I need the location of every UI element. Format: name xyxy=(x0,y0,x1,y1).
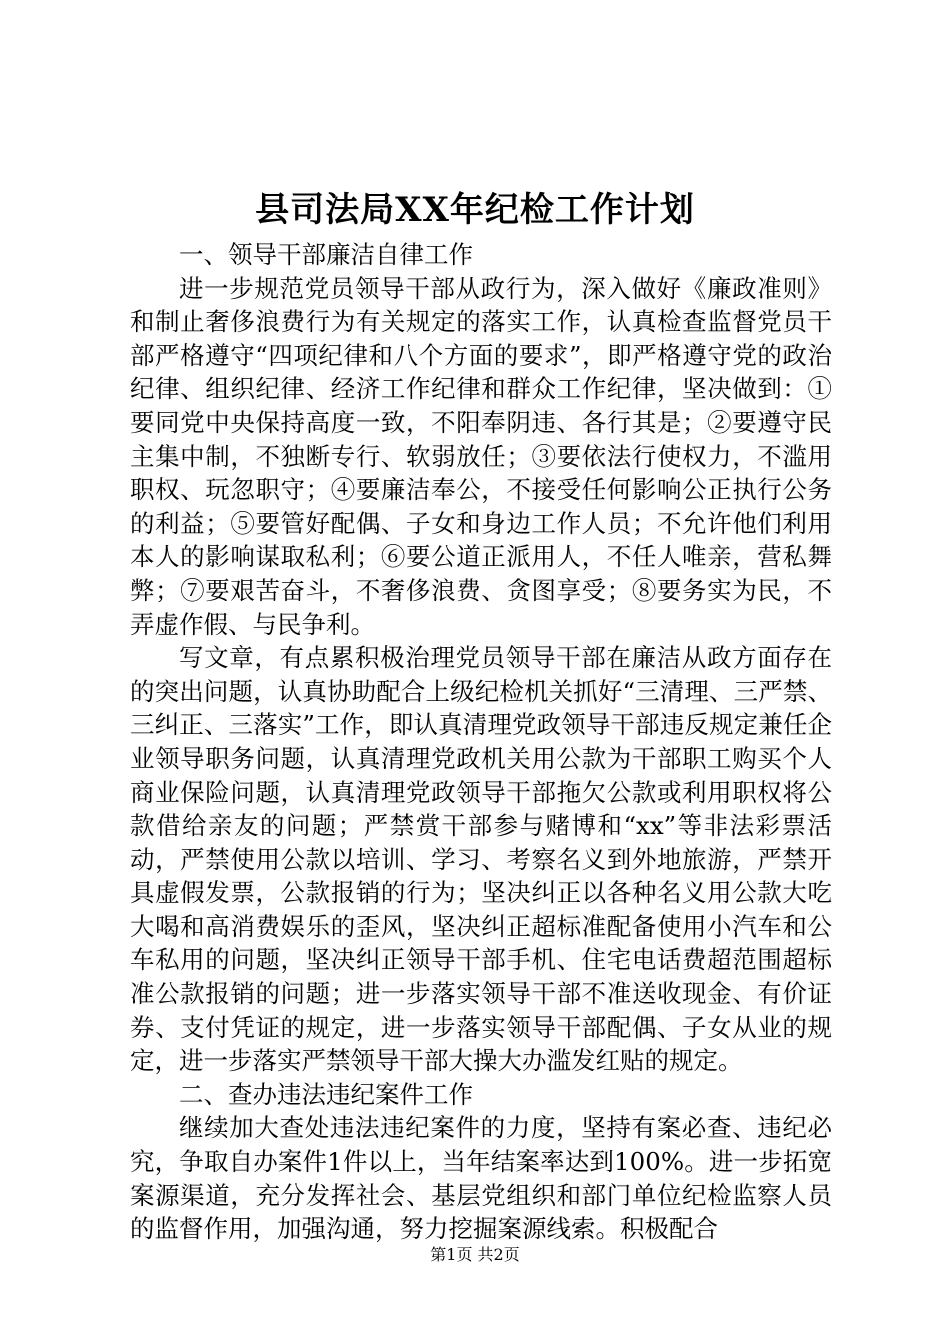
paragraph-3: 继续加大查处违法违纪案件的力度，坚持有案必查、违纪必究，争取自办案件1件以上，当年结案率达到100%。进一步拓宽案源渠道，充分发挥社会、基层党组织和部门单位纪检监察人员的监督作用，加强沟通，努力挖掘案源线索。积极配合 xyxy=(130,1113,832,1244)
page-footer: 第1页 共2页 xyxy=(430,1245,520,1264)
section-heading-1: 一、领导干部廉洁自律工作 xyxy=(179,240,473,269)
section-heading-2: 二、查办违法违纪案件工作 xyxy=(179,1079,473,1109)
document-body xyxy=(130,238,832,1246)
paragraph-1: 进一步规范党员领导干部从政行为，深入做好《廉政准则》和制止奢侈浪费行为有关规定的落实工作，认真检查监督党员干部严格遵守“四项纪律和八个方面的要求”，即严格遵守党的政治纪律、组织纪律、经济工作纪律和群众工作纪律，坚决做到：①要同党中央保持高度一致，不阳奉阴违、各行其是；②要遵守民主集中制，不独断专行、软弱放任；③要依法行使权力，不滥用职权、玩忽职守；④要廉洁奉公，不接受任何影响公正执行公务的利益；⑤要管好配偶、子女和身边工作人员；不允许他们利用本人的影响谋取私利；⑥要公道正派用人，不任人唯亲，营私舞弊；⑦要艰苦奋斗，不奢侈浪费、贪图享受；⑧要务实为民，不弄虚作假、与民争利。 xyxy=(130,273,832,639)
paragraph-2: 写文章，有点累积极治理党员领导干部在廉洁从政方面存在的突出问题，认真协助配合上级纪检机关抓好“三清理、三严禁、三纠正、三落实”工作，即认真清理党政领导干部违反规定兼任企业领导职务问题，认真清理党政机关用公款为干部职工购买个人商业保险问题，认真清理党政领导干部拖欠公款或利用职权将公款借给亲友的问题；严禁赏干部参与赌博和“xx”等非法彩票活动，严禁使用公款以培训、学习、考察名义到外地旅游，严禁开具虚假发票，公款报销的行为；坚决纠正以各种名义用公款大吃大喝和高消费娱乐的歪风，坚决纠正超标准配备使用小汽车和公车私用的问题，坚决纠正领导干部手机、住宅电话费超范围超标准公款报销的问题；进一步落实领导干部不准送收现金、有价证券、支付凭证的规定，进一步落实领导干部配偶、子女从业的规定，进一步落实严禁领导干部大操大办滥发红贴的规定。 xyxy=(130,643,832,1076)
document-title: 县司法局XX年纪检工作计划 xyxy=(255,190,695,230)
